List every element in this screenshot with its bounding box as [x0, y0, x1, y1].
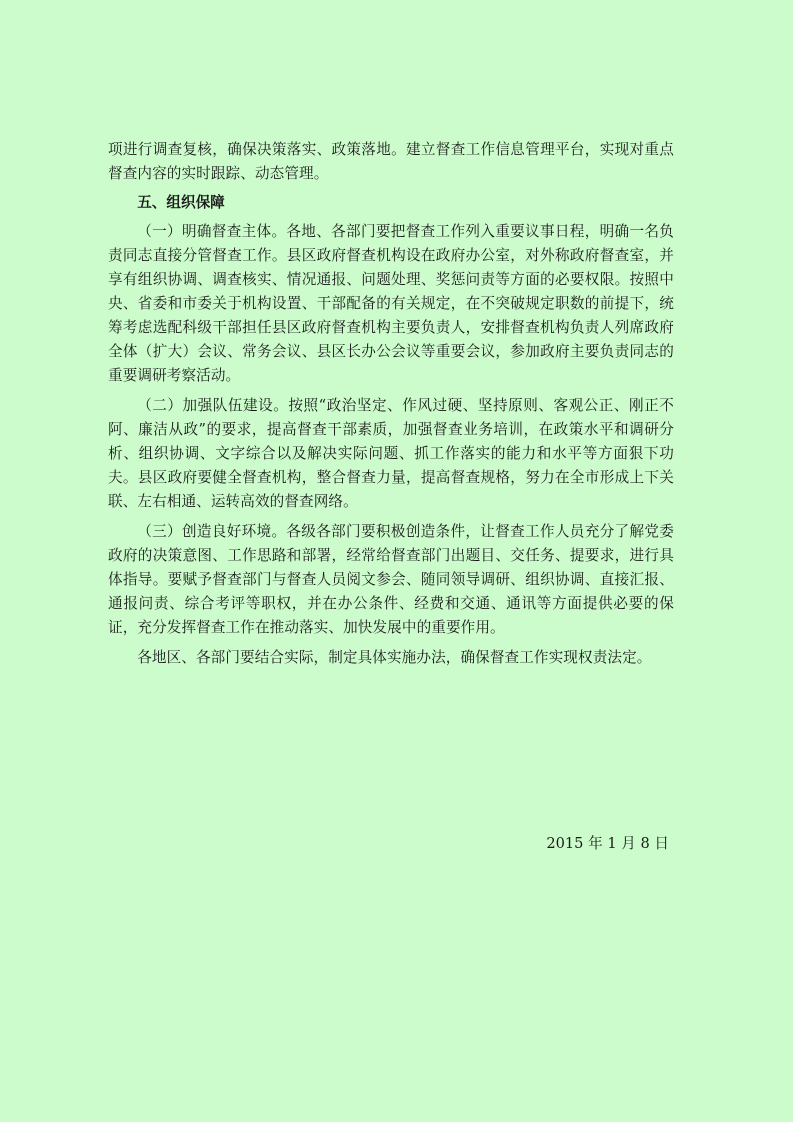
paragraph-environment: （三）创造良好环境。各级各部门要积极创造条件，让督查工作人员充分了解党委政府的决策意图、工作思路和部署，经常给督查部门出题目、交任务、提要求，进行具体指导。要赋予督查部门与督查人员阅文参会、随同领导调研、组织协调、直接汇报、通报问责、综合考评等职权，并在办公条件、经费和交通、通讯等方面提供必要的保证，充分发挥督查工作在推动落实、加快发展中的重要作用。 [108, 523, 674, 636]
paragraph-closing: 各地区、各部门要结合实际，制定具体实施办法，确保督查工作实现权责法定。 [137, 649, 652, 666]
paragraph-supervision-subject: （一）明确督查主体。各地、各部门要把督查工作列入重要议事日程，明确一名负责同志直接分管督查工作。县区政府督查机构设在政府办公室，对外称政府督查室，并享有组织协调、调查核实、情况通报、问题处理、奖惩问责等方面的必要权限。按照中央、省委和市委关于机构设置、干部配备的有关规定，在不突破规定职数的前提下，统筹考虑选配科级干部担任县区政府督查机构主要负责人，安排督查机构负责人列席政府全体（扩大）会议、常务会议、县区长办公会议等重要会议，参加政府主要负责同志的重要调研考察活动。 [108, 223, 674, 384]
section-heading-organization: 五、组织保障 [137, 194, 225, 211]
paragraph-team-building: （二）加强队伍建设。按照“政治坚定、作风过硬、坚持原则、客观公正、刚正不阿、廉洁从政”的要求，提高督查干部素质，加强督查业务培训，在政策水平和调研分析、组织协调、文字综合以及解决实际问题、抓工作落实的能力和水平等方面狠下功夫。县区政府要健全督查机构，整合督查力量，提高督查规格，努力在全市形成上下关联、左右相通、运转高效的督查网络。 [108, 397, 674, 510]
document-date: 2015 年 1 月 8 日 [546, 835, 669, 852]
paragraph-continuation: 项进行调查复核，确保决策落实、政策落地。建立督查工作信息管理平台，实现对重点督查内容的实时跟踪、动态管理。 [108, 141, 674, 182]
document-body [108, 138, 674, 670]
